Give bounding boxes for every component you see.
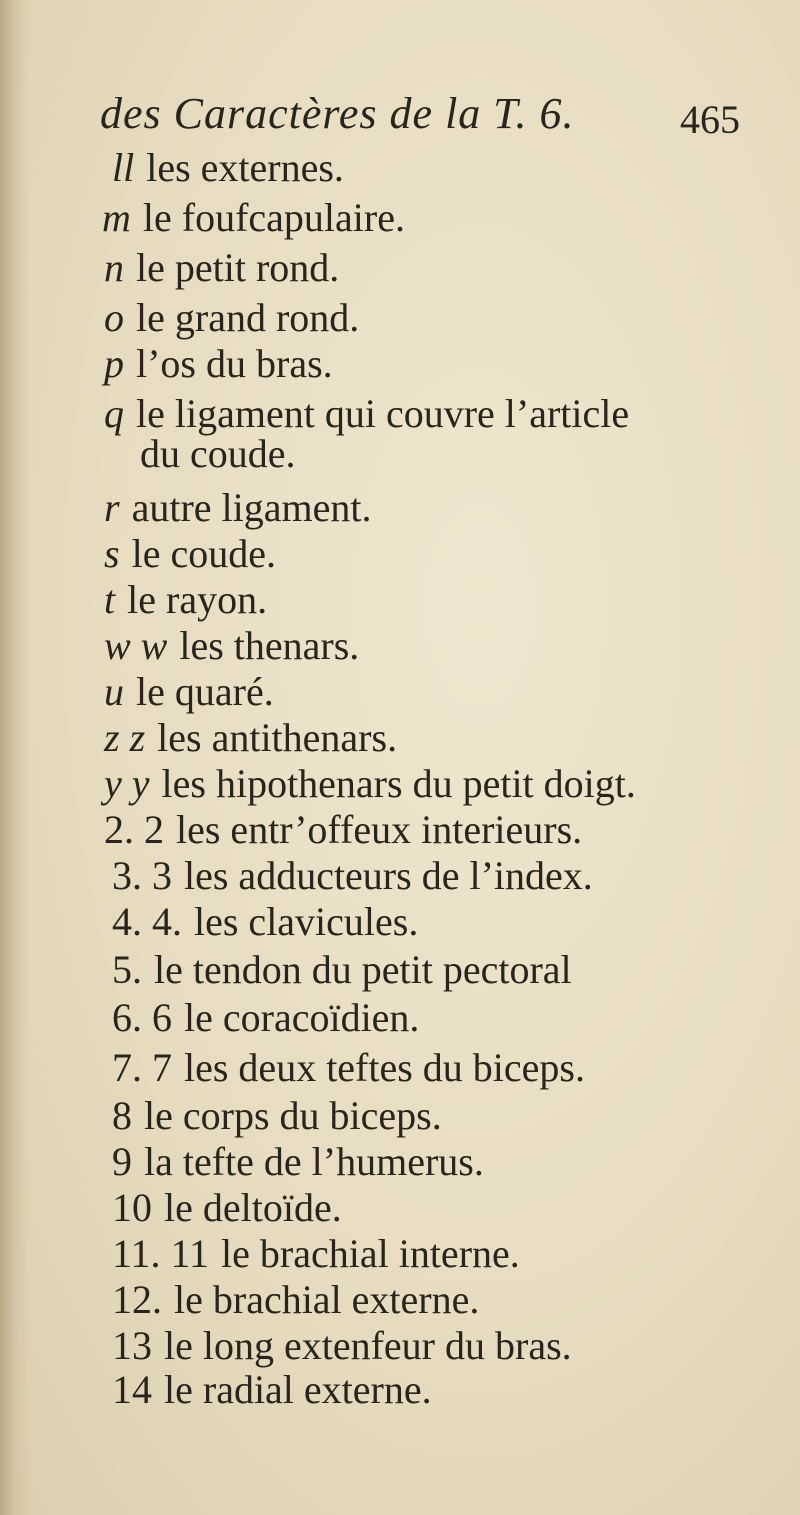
entry-text: le foufcapulaire. bbox=[142, 195, 405, 240]
entry-text: le tendon du petit pectoral bbox=[154, 947, 572, 992]
entry-key: z z bbox=[104, 715, 146, 760]
entry-key: 2. 2 bbox=[104, 807, 164, 852]
legend-entry bbox=[112, 1230, 520, 1278]
entry-text: les hipothenars du petit doigt. bbox=[161, 761, 636, 806]
legend-entry bbox=[104, 714, 397, 762]
legend-entry bbox=[112, 946, 572, 994]
entry-key: 5. bbox=[112, 947, 142, 992]
entry-text: le petit rond. bbox=[136, 245, 340, 290]
running-header bbox=[100, 88, 740, 148]
entry-text: les clavicules. bbox=[194, 899, 419, 944]
entry-text: les entr’offeux interieurs. bbox=[176, 807, 583, 852]
entry-key: n bbox=[104, 245, 124, 290]
legend-entry bbox=[112, 1322, 572, 1370]
legend-entry bbox=[112, 1184, 342, 1232]
legend-entry bbox=[104, 484, 371, 532]
entry-key: w w bbox=[104, 623, 168, 668]
entry-key: 11. 11 bbox=[112, 1231, 210, 1276]
entry-text: le rayon. bbox=[127, 577, 268, 622]
entry-text: le coude. bbox=[131, 531, 276, 576]
legend-entry bbox=[112, 852, 593, 900]
legend-entry bbox=[104, 622, 359, 670]
legend-entry bbox=[104, 340, 333, 388]
legend-entry bbox=[104, 530, 276, 578]
legend-entry bbox=[112, 1044, 585, 1092]
entry-text: le ligament qui couvre l’article bbox=[136, 391, 630, 436]
entry-key: 6. 6 bbox=[112, 995, 172, 1040]
entry-key: 10 bbox=[112, 1185, 152, 1230]
entry-continuation: du coude. bbox=[140, 431, 296, 476]
entry-text: la tefte de l’humerus. bbox=[144, 1139, 484, 1184]
legend-entry bbox=[112, 1092, 442, 1140]
entry-text: le long extenfeur du bras. bbox=[164, 1323, 572, 1368]
entry-key: m bbox=[102, 195, 131, 240]
legend-entry bbox=[112, 1276, 479, 1324]
entry-key: 4. 4. bbox=[112, 899, 182, 944]
entry-key: 8 bbox=[112, 1093, 132, 1138]
entry-key: 9 bbox=[112, 1139, 132, 1184]
legend-entry bbox=[112, 144, 344, 192]
entry-key: s bbox=[104, 531, 120, 576]
entry-key: 13 bbox=[112, 1323, 152, 1368]
legend-entry bbox=[104, 668, 274, 716]
entry-key: y y bbox=[104, 761, 150, 806]
entry-text: le grand rond. bbox=[136, 295, 360, 340]
legend-entry bbox=[104, 244, 339, 292]
legend-entry bbox=[112, 898, 418, 946]
entry-text: les deux teftes du biceps. bbox=[184, 1045, 585, 1090]
entry-text: le radial externe. bbox=[164, 1367, 432, 1412]
page-gutter-shadow bbox=[0, 0, 30, 1515]
running-title: des Caractères de la T. 6. bbox=[100, 89, 575, 138]
entry-text: le quaré. bbox=[136, 669, 274, 714]
entry-text: les antithenars. bbox=[157, 715, 398, 760]
entry-key: t bbox=[104, 577, 116, 622]
entry-key: 3. 3 bbox=[112, 853, 172, 898]
entry-key: ll bbox=[112, 145, 135, 190]
entry-text: les adducteurs de l’index. bbox=[184, 853, 593, 898]
entry-text: le deltoïde. bbox=[164, 1185, 342, 1230]
entry-text: autre ligament. bbox=[131, 485, 372, 530]
entry-text: les externes. bbox=[146, 145, 344, 190]
entry-text: l’os du bras. bbox=[136, 341, 333, 386]
entry-key: o bbox=[104, 295, 124, 340]
entry-key: q bbox=[104, 391, 124, 436]
entry-text: le coracoïdien. bbox=[184, 995, 420, 1040]
legend-entry bbox=[112, 994, 419, 1042]
entry-key: r bbox=[104, 485, 120, 530]
legend-entry bbox=[112, 1366, 432, 1414]
legend-entry bbox=[104, 806, 582, 854]
legend-entry bbox=[104, 760, 636, 808]
legend-entry bbox=[102, 194, 405, 242]
legend-entry bbox=[104, 576, 267, 624]
entry-text: le brachial externe. bbox=[174, 1277, 480, 1322]
entry-key: 12. bbox=[112, 1277, 162, 1322]
page-number: 465 bbox=[680, 97, 740, 142]
entry-text: les thenars. bbox=[179, 623, 360, 668]
entry-key: 14 bbox=[112, 1367, 152, 1412]
legend-entry bbox=[104, 294, 359, 342]
entry-key: 7. 7 bbox=[112, 1045, 172, 1090]
legend-entry bbox=[112, 1138, 484, 1186]
entry-text: le brachial interne. bbox=[221, 1231, 520, 1276]
entry-text: le corps du biceps. bbox=[144, 1093, 442, 1138]
entry-key: p bbox=[104, 341, 124, 386]
entry-key: u bbox=[104, 669, 124, 714]
